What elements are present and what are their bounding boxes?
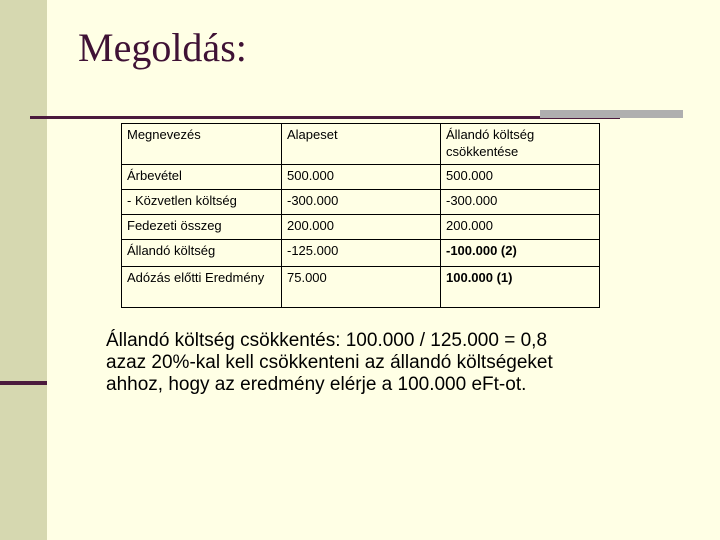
table-cell: Árbevétel <box>122 165 282 190</box>
left-decorative-band <box>0 0 47 540</box>
note-line: Állandó költség csökkentés: 100.000 / 125.000 = 0,8 <box>106 330 548 351</box>
table-header-row <box>122 124 600 165</box>
note-line: ahhoz, hogy az eredmény elérje a 100.000 eFt-ot. <box>106 374 527 395</box>
table-cell: 200.000 <box>441 215 600 240</box>
table-cell-highlight: 100.000 (1) <box>441 267 600 308</box>
solution-note <box>106 330 706 396</box>
table-cell: -125.000 <box>282 240 441 267</box>
slide-title: Megoldás: <box>78 25 247 70</box>
table-row <box>122 165 600 190</box>
header-cell-base: Alapeset <box>282 124 441 165</box>
table-row <box>122 240 600 267</box>
table-row <box>122 215 600 240</box>
table-cell-highlight: -100.000 (2) <box>441 240 600 267</box>
table-cell: 500.000 <box>441 165 600 190</box>
title-underline <box>30 116 620 119</box>
title-accent-bar <box>540 110 683 118</box>
table-cell: - Közvetlen költség <box>122 190 282 215</box>
note-line: azaz 20%-kal kell csökkenteni az állandó költségeket <box>106 352 553 373</box>
table-cell: 75.000 <box>282 267 441 308</box>
header-cell-fixed-cost-reduction: Állandó költség csökkentése <box>441 124 600 165</box>
table-row <box>122 267 600 308</box>
table-row <box>122 190 600 215</box>
table-cell: Fedezeti összeg <box>122 215 282 240</box>
table-cell: 200.000 <box>282 215 441 240</box>
table-cell: -300.000 <box>441 190 600 215</box>
table-cell: 500.000 <box>282 165 441 190</box>
table-cell: -300.000 <box>282 190 441 215</box>
table-cell: Adózás előtti Eredmény <box>122 267 282 308</box>
header-cell-name: Megnevezés <box>122 124 282 165</box>
cost-comparison-table <box>121 123 600 308</box>
table-cell: Állandó költség <box>122 240 282 267</box>
left-accent-bar <box>0 381 47 385</box>
